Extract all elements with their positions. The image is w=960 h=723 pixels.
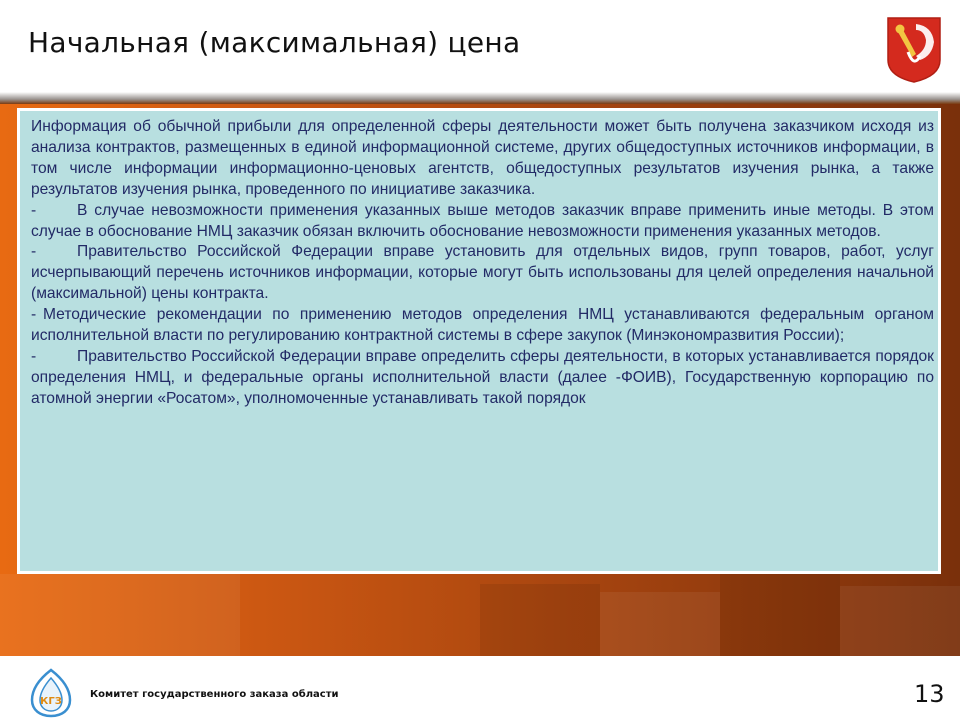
committee-logo-icon xyxy=(24,666,78,718)
list-dash: - xyxy=(31,201,37,219)
page-number: 13 xyxy=(914,680,945,708)
slide-footer xyxy=(0,656,960,720)
paragraph-4-text: Методические рекомендации по применению методов определения НМЦ устанавливаются федеральным органом исполнительной власти по регулированию контрактной системы в сфере закупок (Минэкономразвития России); xyxy=(31,306,934,345)
background-tile xyxy=(720,574,840,656)
background-tile xyxy=(600,592,720,656)
header-divider xyxy=(0,92,960,104)
slide-header xyxy=(0,0,960,92)
logo-text: КГЗ xyxy=(40,696,62,707)
paragraph-5 xyxy=(31,347,934,410)
list-dash: - xyxy=(31,347,37,365)
slide-title: Начальная (максимальная) цена xyxy=(28,26,521,59)
content-panel xyxy=(17,108,941,574)
background-tile xyxy=(0,574,240,656)
content-text xyxy=(31,117,934,410)
list-dash: - xyxy=(31,243,37,261)
background-tile xyxy=(480,584,600,656)
paragraph-4 xyxy=(31,305,934,347)
paragraph-2-text: В случае невозможности применения указанных выше методов заказчик вправе применить иные методы. В этом случае в обоснование НМЦ заказчик обязан включить обоснование невозможности применения указанных методов. xyxy=(31,201,934,240)
paragraph-5-text: Правительство Российской Федерации вправе определить сферы деятельности, в которых устанавливается порядок определения НМЦ, и федеральные органы исполнительной власти (далее -ФОИВ), Государственную корпорацию по атомной энергии «Росатом», уполномоченные устанавливать такой порядок xyxy=(31,347,934,407)
slide-body xyxy=(0,104,960,656)
list-dash: - xyxy=(31,306,37,324)
organization-name: Комитет государственного заказа области xyxy=(90,689,339,700)
paragraph-1: Информация об обычной прибыли для определенной сферы деятельности может быть получена заказчиком исходя из анализа контрактов, размещенных в единой информационной системе, других общедоступных источников информации, в том числе информации информационно-ценовых агентств, общедоступных результатов изучения рынка, а также результатов изучения рынка, проведенного по инициативе заказчика. xyxy=(31,118,934,198)
background-tile xyxy=(840,586,960,656)
paragraph-3-text: Правительство Российской Федерации вправе установить для отдельных видов, групп товаров, работ, услуг исчерпывающий перечень источников информации, которые могут быть использованы для целей определения начальной (максимальной) цены контракта. xyxy=(31,243,934,303)
paragraph-2 xyxy=(31,201,934,243)
paragraph-3 xyxy=(31,242,934,305)
coat-of-arms-icon xyxy=(886,16,942,84)
